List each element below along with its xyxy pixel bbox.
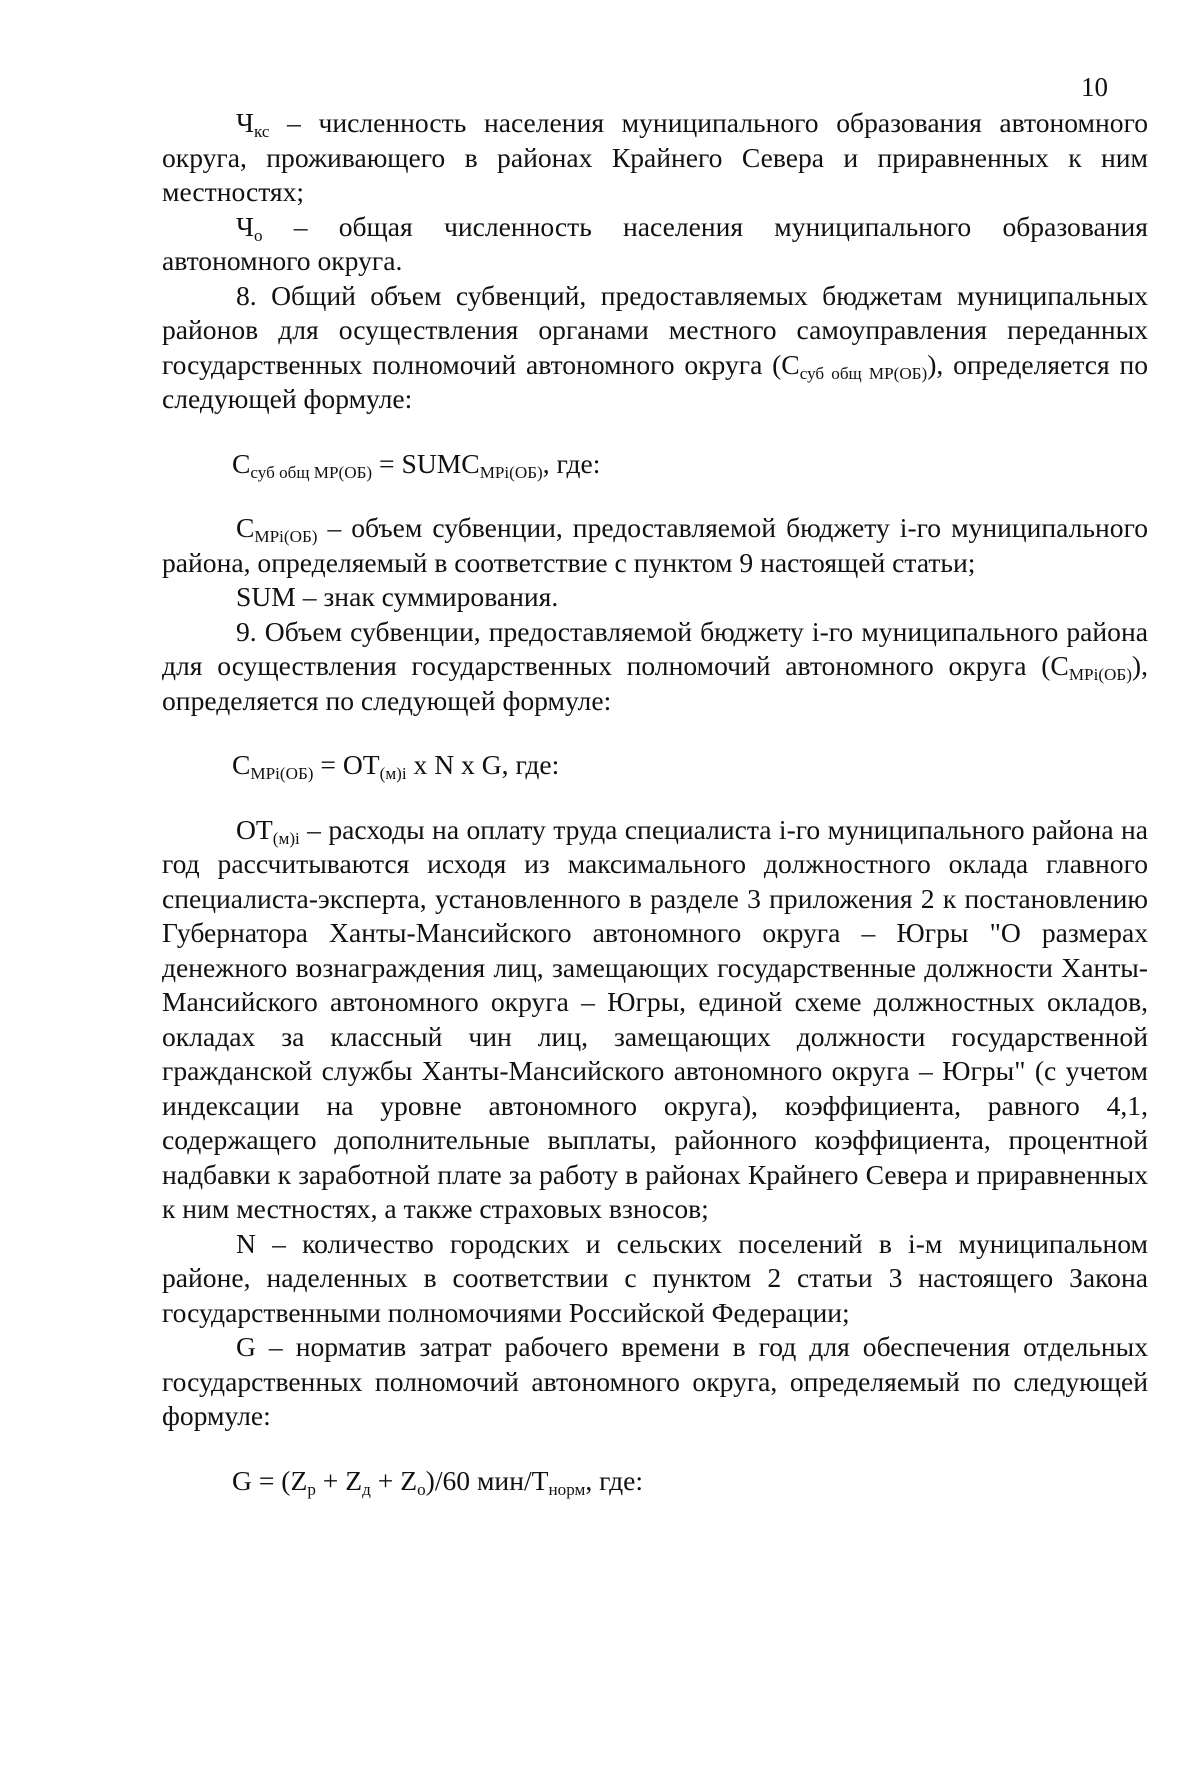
symbol-subscript: о [253, 225, 263, 245]
symbol-subscript: (м)i [272, 828, 300, 848]
clause-text: 8. Общий объем субвенций, предоставляемых бюджетам муниципальных районов для осуществления органами местного самоуправления переданных государственных полномочий автономного округа (С [162, 279, 1148, 380]
definition-ot [162, 813, 1148, 1227]
symbol: С [236, 512, 255, 543]
formula-part: x N x G, где: [406, 749, 560, 780]
formula-part: G = (Z [232, 1464, 308, 1496]
definition-cho [162, 210, 1148, 279]
definition-text: N – количество городских и сельских поселений в i-м муниципальном районе, наделенных в соответствии с пунктом 2 статьи 3 настоящего Закона государственными полномочиями Российской Федерации; [162, 1227, 1148, 1328]
clause-text: 9. Объем субвенции, предоставляемой бюджету i-го муниципального района для осуществления государственных полномочий автономного округа (С [162, 615, 1148, 681]
formula-subscript: д [362, 1479, 371, 1499]
formula-part: + Z [370, 1464, 418, 1496]
definition-g [162, 1330, 1148, 1434]
formula-district-subvention [162, 748, 1148, 783]
page-number: 10 [1081, 72, 1108, 102]
formula-subscript: норм [548, 1479, 586, 1499]
formula-part: , где: [542, 447, 601, 479]
clause-text-tail: ), определяется по следующей формуле: [162, 348, 1149, 414]
formula-part: )/60 мин/Т [425, 1464, 549, 1496]
formula-total-subvention [162, 447, 1148, 482]
inline-subscript: МРi(ОБ) [1068, 664, 1132, 684]
formula-part: = SUMС [372, 447, 480, 479]
formula-part: , где: [585, 1464, 644, 1496]
definition-cmri [162, 511, 1148, 580]
formula-part: = ОТ [313, 749, 380, 780]
formula-subscript: МРi(ОБ) [250, 763, 314, 783]
document-body [162, 106, 1148, 1498]
definition-text: – численность населения муниципального образования автономного округа, проживающего в районах Крайнего Севера и приравненных к ним местностях; [162, 107, 1148, 207]
definition-chks [162, 106, 1148, 210]
clause-9 [162, 615, 1148, 719]
formula-g [162, 1464, 1148, 1499]
formula-subscript: суб общ МР(ОБ) [250, 462, 373, 482]
definition-text: G – норматив затрат рабочего времени в год для обеспечения отдельных государственных полномочий автономного округа, определяемый по следующей формуле: [162, 1331, 1148, 1431]
formula-subscript: о [417, 1479, 426, 1499]
formula-subscript: МРi(ОБ) [479, 462, 543, 482]
formula-part: С [232, 749, 251, 780]
symbol: Ч [236, 107, 254, 138]
inline-subscript: суб общ МР(ОБ) [799, 363, 928, 383]
definition-text: – расходы на оплату труда специалиста i-го муниципального района на год рассчитываются исходя из максимального должностного оклада главного специалиста-эксперта, установленного в разделе 3 приложения 2 к постановлению Губернатора Ханты-Мансийского автономного округа – Югры "О размерах денежного вознаграждения лиц, замещающих государственные должности Ханты-Мансийского автономного округа – Югры, единой схеме должностных окладов, окладах за классный чин лиц, замещающих должности государственной гражданской службы Ханты-Мансийского автономного округа – Югры" (с учетом индексации на уровне автономного округа), коэффициента, равного 4,1, содержащего дополнительные выплаты, районного коэффициента, процентной надбавки к заработной плате за работу в районах Крайнего Севера и приравненных к ним местностях, а также страховых взносов; [162, 813, 1148, 1224]
clause-8 [162, 279, 1148, 417]
formula-subscript: (м)i [379, 763, 407, 783]
symbol-subscript: кс [253, 121, 270, 141]
formula-subscript: р [307, 1479, 316, 1499]
formula-part: + Z [315, 1464, 363, 1496]
formula-part: С [232, 447, 251, 479]
definition-n [162, 1227, 1148, 1331]
symbol-subscript: МРi(ОБ) [254, 526, 318, 546]
definition-sum [162, 580, 1148, 615]
clause-text-tail: ), определяется по следующей формуле: [162, 650, 1148, 716]
definition-text: – объем субвенции, предоставляемой бюджету i-го муниципального района, определяемый в соответствие с пунктом 9 настоящей статьи; [162, 512, 1148, 578]
symbol: Ч [236, 210, 254, 242]
definition-text: SUM – знак суммирования. [236, 581, 559, 612]
definition-text: – общая численность населения муниципального образования автономного округа. [162, 210, 1148, 276]
symbol: ОТ [236, 813, 273, 845]
